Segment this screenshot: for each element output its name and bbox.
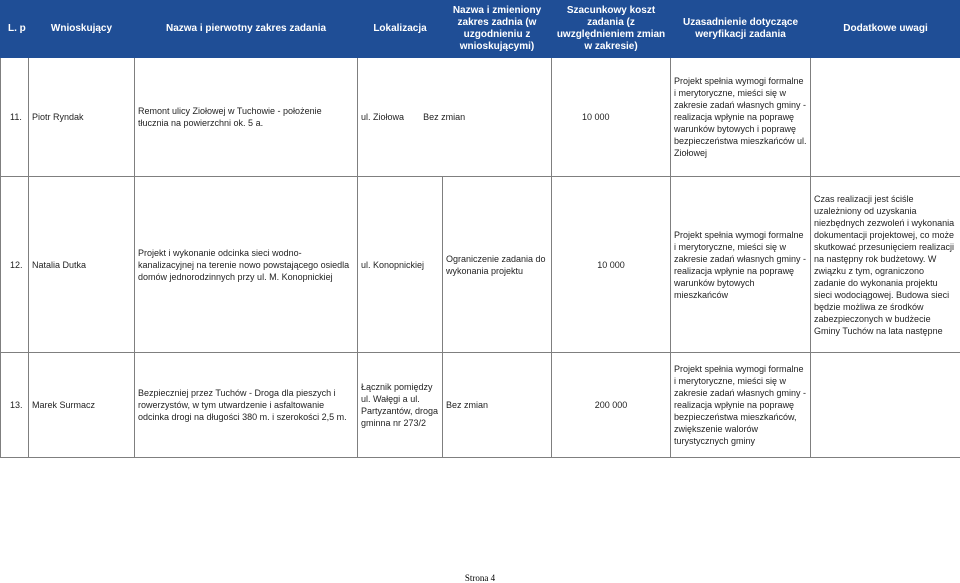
- header-row: [1, 1, 960, 58]
- cell-uzasadnienie: Projekt spełnia wymogi formalne i merytoryczne, mieści się w zakresie zadań własnych gminy - realizacja wpłynie na poprawę warunków bytowych i poprawę bezpieczeństwa mieszkańców ul. Ziołowej: [671, 58, 811, 177]
- col-header-uwagi: Dodatkowe uwagi: [811, 1, 960, 58]
- col-header-wnioskujacy: Wnioskujący: [29, 1, 135, 58]
- col-header-nazwa: Nazwa i pierwotny zakres zadania: [135, 1, 358, 58]
- col-header-uzasadnienie: Uzasadnienie dotyczące weryfikacji zadania: [671, 1, 811, 58]
- cell-zmiana: Bez zmian: [443, 353, 552, 458]
- cell-nazwa: Bezpieczniej przez Tuchów - Droga dla pieszych i rowerzystów, w tym utwardzenie i asfaltowanie odcinka drogi na długości 380 m. i szerokości 2,5 m.: [135, 353, 358, 458]
- cell-wnioskujacy: Piotr Ryndak: [29, 58, 135, 177]
- col-header-lp: L. p: [1, 1, 29, 58]
- page-number: Strona 4: [464, 573, 496, 583]
- cell-uwagi: [811, 58, 960, 177]
- cell-uzasadnienie: Projekt spełnia wymogi formalne i merytoryczne, mieści się w zakresie zadań własnych gminy - realizacja wpłynie na poprawę bezpieczeństwa mieszkańców, zwiększenie walorów turystycznych gminy: [671, 353, 811, 458]
- table-row: [1, 177, 960, 353]
- cell-koszt: 10 000: [552, 177, 671, 353]
- cell-koszt: 200 000: [552, 353, 671, 458]
- cell-lp: 12.: [1, 177, 29, 353]
- cell-koszt: 10 000: [552, 58, 671, 177]
- cell-zmiana: Bez zmian: [423, 112, 466, 122]
- cell-lokalizacja: Łącznik pomiędzy ul. Wałęgi a ul. Partyzantów, droga gminna nr 273/2: [358, 353, 443, 458]
- table-row: [1, 58, 960, 177]
- cell-zmiana: Ograniczenie zadania do wykonania projektu: [443, 177, 552, 353]
- cell-lokalizacja: ul. Konopnickiej: [358, 177, 443, 353]
- cell-uwagi: Czas realizacji jest ściśle uzależniony od uzyskania niezbędnych zezwoleń i wykonania dokumentacji projektowej, co może skutkować przesunięciem realizacji na następny rok budżetowy. W związku z tym, ograniczono zadanie do wykonania projektu sieci wodociągowej. Budowa sieci będzie możliwa ze środków zabezpieczonych w budżecie Gminy Tuchów na lata następne: [811, 177, 960, 353]
- cell-wnioskujacy: Marek Surmacz: [29, 353, 135, 458]
- cell-uwagi: [811, 353, 960, 458]
- cell-nazwa: Remont ulicy Ziołowej w Tuchowie - położenie tłucznia na powierzchni ok. 5 a.: [135, 58, 358, 177]
- table-row: [1, 353, 960, 458]
- cell-lp: 13.: [1, 353, 29, 458]
- col-header-koszt: Szacunkowy koszt zadania (z uwzględnieniem zmian w zakresie): [552, 1, 671, 58]
- cell-lokalizacja: ul. Ziołowa: [361, 112, 405, 122]
- cell-uzasadnienie: Projekt spełnia wymogi formalne i merytoryczne, mieści się w zakresie zadań własnych gminy - realizacja wpłynie na poprawę warunków bytowych mieszkańców: [671, 177, 811, 353]
- cell-lokalizacja-zmiana: [358, 58, 552, 177]
- col-header-nazwa-zmieniony: Nazwa i zmieniony zakres zadnia (w uzgodnieniu z wnioskującymi): [443, 1, 552, 58]
- cell-wnioskujacy: Natalia Dutka: [29, 177, 135, 353]
- cell-nazwa: Projekt i wykonanie odcinka sieci wodno-kanalizacyjnej na terenie nowo powstającego osiedla domów jednorodzinnych przy ul. M. Konopnickiej: [135, 177, 358, 353]
- col-header-lokalizacja: Lokalizacja: [358, 1, 443, 58]
- cell-lp: 11.: [1, 58, 29, 177]
